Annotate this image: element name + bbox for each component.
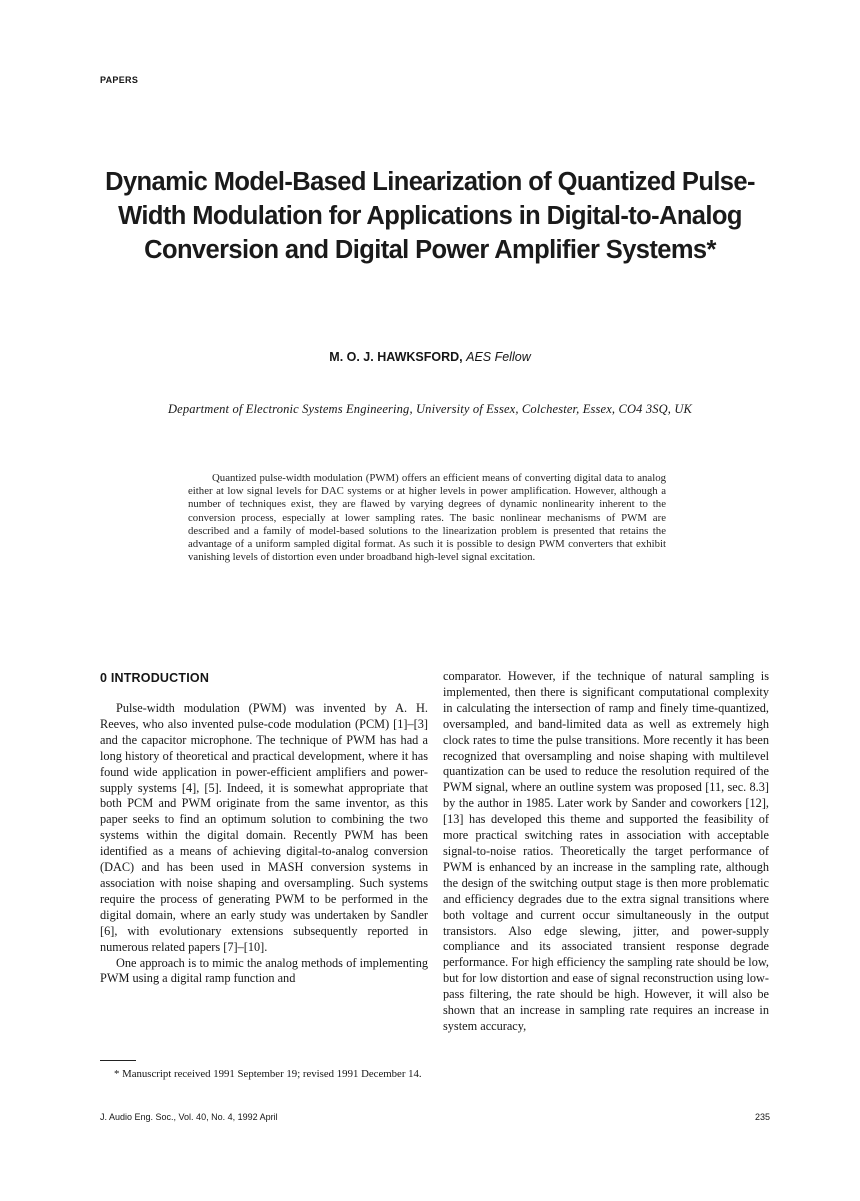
journal-citation: J. Audio Eng. Soc., Vol. 40, No. 4, 1992 April (100, 1112, 278, 1122)
body-paragraph: Pulse-width modulation (PWM) was invented by A. H. Reeves, who also invented pulse-code modulation (PCM) [1]–[3] and the capacitor microphone. The technique of PWM has had a long history of theoretical and practical development, where it has found wide application in power-efficient amplifiers and power-supply systems [4], [5]. Indeed, it is somewhat appropriate that both PCM and PWM originate from the same inventor, as this paper seeks to find an optimum solution to combining the two systems within the digital domain. Recently PWM has been identified as a means of achieving digital-to-analog conversion (DAC) and has been used in MASH conversion systems in association with noise shaping and oversampling. Such systems require the process of generating PWM to be performed in the digital domain, where an early study was undertaken by Sandler [6], with evolutionary extensions subsequently reported in numerous related papers [7]–[10]. (100, 701, 428, 954)
body-paragraph: comparator. However, if the technique of natural sampling is implemented, then there is significant computational complexity in calculating the intersection of ramp and finely time-quantized, oversampled, and band-limited data as well as extremely high clock rates to time the pulse transitions. More recently it has been recognized that oversampling and noise shaping with multilevel quantization can be used to reduce the resolution required of the PWM signal, where an outline system was proposed [11, sec. 8.3] by the author in 1985. Later work by Sander and coworkers [12], [13] has developed this theme and supported the feasibility of more practical switching rates in association with acceptable signal-to-noise ratios. Theoretically the target performance of PWM is enhanced by an increase in the sampling rate, although the design of the switching output stage is then more problematic and efficiency degrades due to the extra signal transitions where both voltage and current occur simultaneously in the output transistors. Also edge slewing, jitter, and power-supply compliance and its associated transient response degrade performance. For high efficiency the sampling rate should be low, but for low distortion and ease of signal reconstruction using low-pass filtering, the rate should be high. However, it will also be shown that an increase in sampling rate requires an increase in system accuracy, (443, 669, 769, 1033)
footnote: * Manuscript received 1991 September 19; revised 1991 December 14. (114, 1068, 422, 1080)
section-label: PAPERS (100, 75, 139, 85)
body-paragraph: One approach is to mimic the analog methods of implementing PWM using a digital ramp function and (100, 955, 428, 986)
author-name: M. O. J. HAWKSFORD, (329, 350, 463, 364)
right-column (443, 669, 769, 1035)
left-column (100, 670, 428, 987)
author-line (100, 350, 760, 364)
author-membership: AES Fellow (466, 350, 531, 364)
affiliation: Department of Electronic Systems Engineering, University of Essex, Colchester, Essex, CO4 3SQ, UK (167, 402, 693, 416)
footnote-divider (100, 1060, 136, 1061)
abstract: Quantized pulse-width modulation (PWM) offers an efficient means of converting digital data to analog either at low signal levels for DAC systems or at higher levels in power amplification. However, although a number of techniques exist, they are flawed by varying degrees of dynamic nonlinearity inherent to the conversion process, especially at lower sampling rates. The basic nonlinear mechanisms of PWM are described and a family of model-based solutions to the linearization problem is presented that retains the advantage of a uniform sampled digital format. As such it is possible to design PWM converters that exhibit vanishing levels of distortion even under broadband high-level signal excitation. (188, 472, 666, 564)
section-heading: 0 INTRODUCTION (100, 671, 210, 685)
page-number: 235 (754, 1112, 770, 1122)
paper-title: Dynamic Model-Based Linearization of Quantized Pulse-Width Modulation for Applications in Digital-to-Analog Conversion and Digital Power Amplifier Systems* (105, 168, 755, 264)
